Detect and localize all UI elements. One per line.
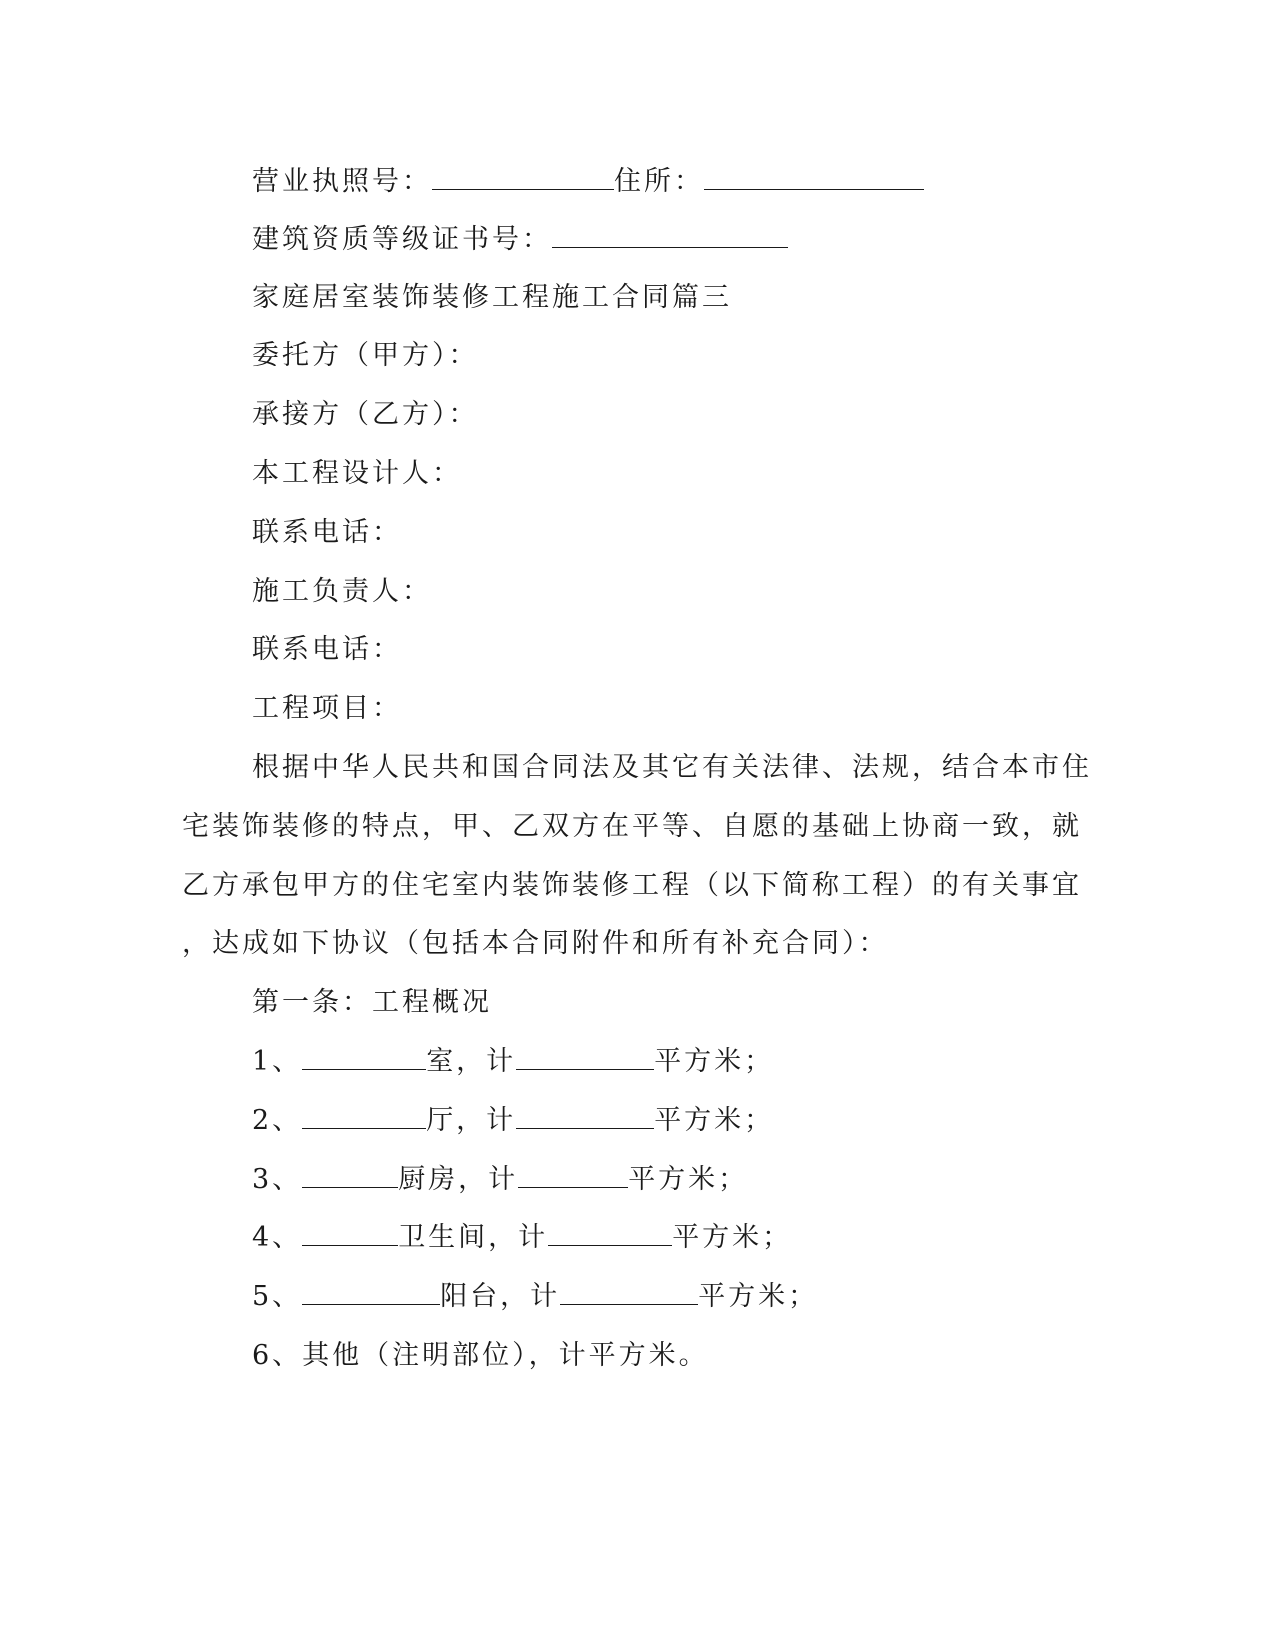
area-blank[interactable] (516, 1045, 654, 1070)
item-row (252, 1162, 748, 1198)
item-other: 6、其他（注明部位），计平方米。 (252, 1340, 709, 1371)
party-b: 承接方（乙方）： (252, 399, 479, 430)
license-row (252, 164, 924, 200)
area-blank[interactable] (518, 1163, 628, 1188)
item-unit: 平方米； (628, 1164, 749, 1195)
address-blank[interactable] (704, 165, 924, 190)
item-unit: 平方米； (654, 1105, 775, 1136)
item-number: 4、 (252, 1222, 303, 1253)
contract-title: 家庭居室装饰装修工程施工合同篇三 (252, 282, 732, 313)
item-unit: 平方米； (698, 1281, 819, 1312)
article-one-heading: 第一条：工程概况 (252, 987, 492, 1018)
item-number: 1、 (252, 1046, 303, 1077)
address-label: 住所： (614, 166, 704, 197)
count-blank[interactable] (302, 1280, 440, 1305)
construction-lead: 施工负责人： (252, 576, 432, 607)
preamble-line-2: 宅装饰装修的特点，甲、乙双方在平等、自愿的基础上协商一致，就 (182, 811, 1082, 842)
license-label: 营业执照号： (252, 166, 432, 197)
preamble-line-3: 乙方承包甲方的住宅室内装饰装修工程（以下简称工程）的有关事宜 (182, 870, 1082, 901)
count-blank[interactable] (302, 1045, 426, 1070)
preamble-line-4: ，达成如下协议（包括本合同附件和所有补充合同）： (182, 928, 889, 959)
area-blank[interactable] (516, 1104, 654, 1129)
item-room: 厅，计 (426, 1105, 517, 1136)
preamble-line-1: 根据中华人民共和国合同法及其它有关法律、法规，结合本市住 (252, 752, 1092, 783)
item-room: 室，计 (426, 1046, 517, 1077)
count-blank[interactable] (302, 1163, 398, 1188)
qualification-row (252, 222, 788, 258)
item-row (252, 1279, 818, 1315)
item-number: 2、 (252, 1105, 303, 1136)
item-room: 卫生间，计 (398, 1222, 549, 1253)
designer: 本工程设计人： (252, 458, 462, 489)
count-blank[interactable] (302, 1104, 426, 1129)
qualification-blank[interactable] (552, 223, 788, 248)
item-number: 5、 (252, 1281, 303, 1312)
item-room: 阳台，计 (440, 1281, 561, 1312)
count-blank[interactable] (302, 1221, 398, 1246)
area-blank[interactable] (548, 1221, 672, 1246)
item-number: 3、 (252, 1164, 303, 1195)
area-blank[interactable] (560, 1280, 698, 1305)
qualification-label: 建筑资质等级证书号： (252, 224, 552, 255)
lead-phone: 联系电话： (252, 634, 402, 665)
item-row (252, 1044, 774, 1080)
project-item: 工程项目： (252, 693, 402, 724)
party-a: 委托方（甲方）： (252, 340, 479, 371)
item-unit: 平方米； (672, 1222, 793, 1253)
item-row (252, 1103, 774, 1139)
license-number-blank[interactable] (432, 165, 614, 190)
item-room: 厨房，计 (398, 1164, 519, 1195)
item-unit: 平方米； (654, 1046, 775, 1077)
item-row (252, 1220, 792, 1256)
designer-phone: 联系电话： (252, 517, 402, 548)
